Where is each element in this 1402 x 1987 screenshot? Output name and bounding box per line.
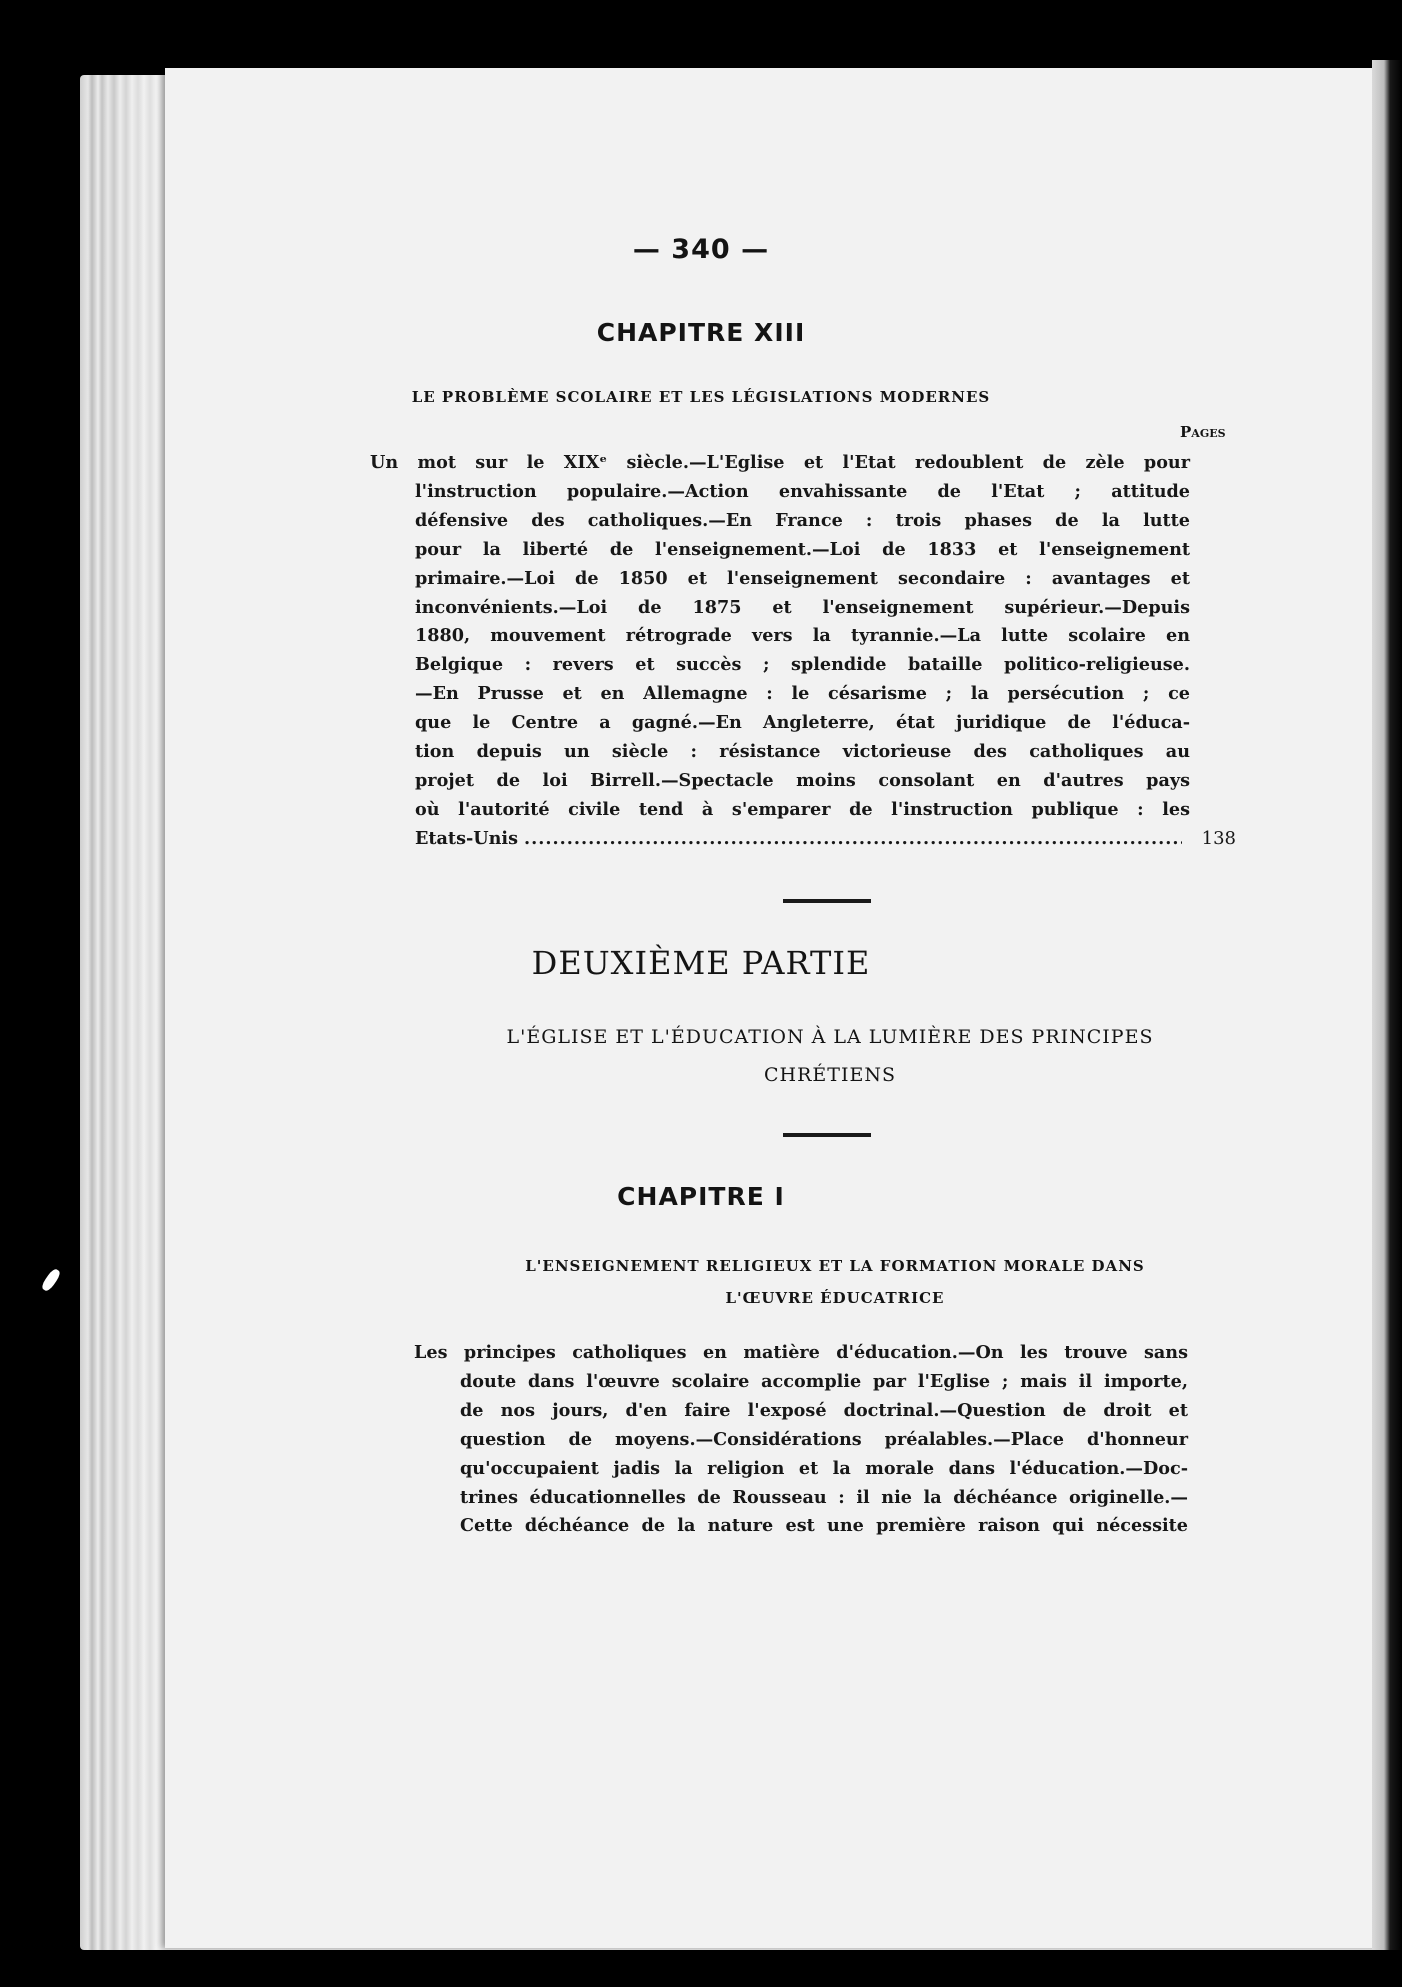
summary-last-line-text: Etats-Unis <box>415 827 518 849</box>
summary-line: Un mot sur le XIXᵉ siècle.—L'Eglise et l'Etat redoublent de zèle pour <box>370 452 1190 473</box>
summary-line: projet de loi Birrell.—Spectacle moins consolant en d'autres pays <box>415 769 1190 791</box>
summary-line: question de moyens.—Considérations préalables.—Place d'honneur <box>460 1428 1188 1450</box>
summary-line: primaire.—Loi de 1850 et l'enseignement secondaire : avantages et <box>415 567 1190 589</box>
summary-line: qu'occupaient jadis la religion et la morale dans l'éducation.—Doc- <box>460 1457 1188 1479</box>
page-number: — 340 — <box>632 234 770 265</box>
summary-line: Belgique : revers et succès ; splendide bataille politico-religieuse. <box>415 654 1190 676</box>
summary-line: que le Centre a gagné.—En Angleterre, état juridique de l'éduca- <box>415 712 1190 734</box>
chapter-1-summary <box>414 1339 1188 1541</box>
pages-column-label: Pages <box>1180 423 1226 441</box>
part-subtitle-line: CHRÉTIENS <box>764 1064 896 1086</box>
chapter-1-subtitle-line: L'ENSEIGNEMENT RELIGIEUX ET LA FORMATION MORALE DANS <box>525 1257 1145 1275</box>
chapter-13-subtitle: LE PROBLÈME SCOLAIRE ET LES LÉGISLATIONS MODERNES <box>411 388 991 406</box>
scan-speck <box>40 1267 62 1292</box>
part-subtitle <box>440 1018 1220 1094</box>
chapter-13-summary <box>370 449 1236 854</box>
summary-line: Cette déchéance de la nature est une première raison qui nécessite <box>460 1515 1188 1537</box>
summary-line: tion depuis un siècle : résistance victorieuse des catholiques au <box>415 741 1190 763</box>
part-title: DEUXIÈME PARTIE <box>531 944 871 982</box>
chapter-1-subtitle <box>455 1250 1215 1314</box>
summary-line: trines éducationnelles de Rousseau : il nie la déchéance originelle.— <box>460 1486 1188 1508</box>
summary-line: de nos jours, d'en faire l'exposé doctrinal.—Question de droit et <box>460 1399 1188 1421</box>
section-divider <box>783 1133 871 1137</box>
page-reference: 138 <box>1201 827 1236 849</box>
summary-last-line <box>415 825 1236 854</box>
summary-line: inconvénients.—Loi de 1875 et l'enseignement supérieur.—Depuis <box>415 596 1190 618</box>
summary-line: Les principes catholiques en matière d'éducation.—On les trouve sans <box>414 1342 1188 1363</box>
summary-line: défensive des catholiques.—En France : trois phases de la lutte <box>415 509 1190 531</box>
summary-line: l'instruction populaire.—Action envahissante de l'Etat ; attitude <box>415 480 1190 502</box>
chapter-13-title: CHAPITRE XIII <box>596 318 806 347</box>
summary-line: 1880, mouvement rétrograde vers la tyrannie.—La lutte scolaire en <box>415 625 1190 647</box>
summary-line: —En Prusse et en Allemagne : le césarisme ; la persécution ; ce <box>415 683 1190 705</box>
book-page <box>165 68 1385 1948</box>
part-subtitle-line: L'ÉGLISE ET L'ÉDUCATION À LA LUMIÈRE DES PRINCIPES <box>506 1026 1154 1048</box>
chapter-1-title: CHAPITRE I <box>617 1182 785 1211</box>
dot-leader <box>524 825 1182 854</box>
chapter-1-subtitle-line: L'ŒUVRE ÉDUCATRICE <box>725 1289 945 1307</box>
summary-line: doute dans l'œuvre scolaire accomplie par l'Eglise ; mais il importe, <box>460 1370 1188 1392</box>
section-divider <box>783 899 871 903</box>
summary-line: pour la liberté de l'enseignement.—Loi de 1833 et l'enseignement <box>415 538 1190 560</box>
summary-line: où l'autorité civile tend à s'emparer de l'instruction publique : les <box>415 798 1190 820</box>
